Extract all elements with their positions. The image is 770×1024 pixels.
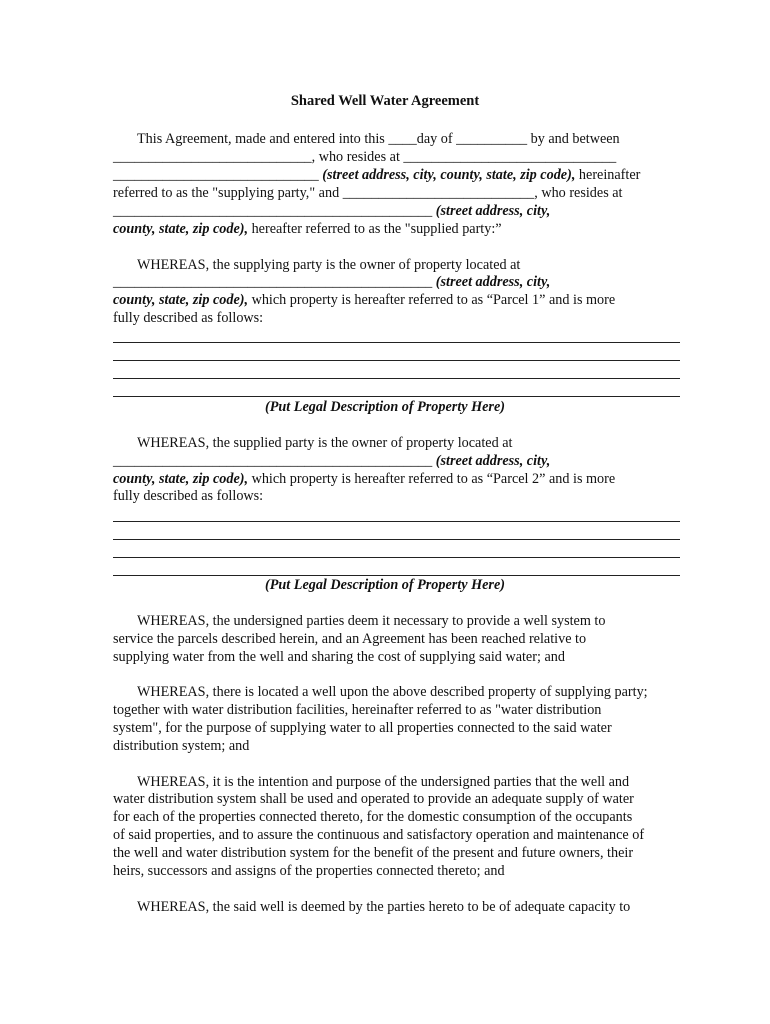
p1-line-6-tail: hereafter referred to as the "supplied party:”	[251, 221, 502, 237]
p1-line-5	[113, 202, 681, 220]
p1-county-label: county, state, zip code),	[113, 221, 249, 237]
p2-line-4: fully described as follows:	[113, 310, 264, 326]
document-title: Shared Well Water Agreement	[290, 93, 480, 109]
p5-line-4: distribution system; and	[113, 738, 250, 754]
p6-line-6: heirs, successors and assigns of the properties connected thereto; and	[113, 863, 505, 879]
p1-line-3	[113, 166, 681, 184]
p3-line-3	[113, 470, 681, 488]
p3-legal-rule-2	[113, 539, 680, 540]
p2-line-2	[113, 273, 681, 291]
p4-line-3: supplying water from the well and sharing the cost of supplying said water; and	[113, 649, 565, 665]
p4-line-2: service the parcels described herein, and an Agreement has been reached relative to	[113, 631, 587, 647]
p5-line-3: system", for the purpose of supplying water to all properties connected to the said water	[113, 720, 612, 736]
p6-line-1: WHEREAS, it is the intention and purpose of the undersigned parties that the well and	[137, 774, 630, 790]
p3-legal-rule-1	[113, 521, 680, 522]
p1-line-2: ____________________________, who resides at ______________________________	[113, 149, 617, 165]
p3-line-4: fully described as follows:	[113, 488, 264, 504]
p2-legal-rule-2	[113, 360, 680, 361]
p7-line-1: WHEREAS, the said well is deemed by the parties hereto to be of adequate capacity to	[137, 899, 631, 915]
p3-county-label: county, state, zip code),	[113, 471, 249, 487]
p2-line-3-tail: which property is hereafter referred to as “Parcel 1” and is more	[251, 292, 616, 308]
p3-line-1: WHEREAS, the supplied party is the owner of property located at	[137, 435, 513, 451]
p6-line-3: for each of the properties connected thereto, for the domestic consumption of the occupants	[113, 809, 633, 825]
p3-line-2-blank: _____________________________________________	[113, 453, 433, 469]
p6-line-2: water distribution system shall be used and operated to provide an adequate supply of water	[113, 791, 634, 807]
p3-legal-description-label: (Put Legal Description of Property Here)	[265, 577, 505, 593]
p3-address-label: (street address, city,	[435, 453, 551, 469]
p1-line-1: This Agreement, made and entered into this ____day of __________ by and between	[137, 131, 620, 147]
p2-address-label: (street address, city,	[435, 274, 551, 290]
p5-line-2: together with water distribution facilities, hereinafter referred to as "water distribution	[113, 702, 602, 718]
p3-legal-rule-3	[113, 557, 680, 558]
p2-line-2-blank: _____________________________________________	[113, 274, 433, 290]
p3-line-2	[113, 452, 681, 470]
p1-line-3-blank: _____________________________	[113, 167, 319, 183]
p2-line-3	[113, 291, 681, 309]
p6-line-5: the well and water distribution system for the benefit of the present and future owners, their	[113, 845, 634, 861]
p2-line-1: WHEREAS, the supplying party is the owner of property located at	[137, 257, 521, 273]
p1-address-label: (street address, city, county, state, zip code),	[322, 167, 576, 183]
p2-county-label: county, state, zip code),	[113, 292, 249, 308]
p3-line-3-tail: which property is hereafter referred to as “Parcel 2” and is more	[251, 471, 616, 487]
p6-line-4: of said properties, and to assure the continuous and satisfactory operation and maintenance of	[113, 827, 645, 843]
p1-line-6	[113, 220, 681, 238]
p2-legal-rule-4	[113, 396, 680, 397]
p2-legal-rule-3	[113, 378, 680, 379]
p1-line-3-tail: hereinafter	[578, 167, 641, 183]
p2-legal-description-label: (Put Legal Description of Property Here)	[265, 399, 505, 415]
p4-line-1: WHEREAS, the undersigned parties deem it necessary to provide a well system to	[137, 613, 606, 629]
p5-line-1: WHEREAS, there is located a well upon the above described property of supplying party;	[137, 684, 648, 700]
p1-address-label-2: (street address, city,	[435, 203, 551, 219]
p2-legal-rule-1	[113, 342, 680, 343]
p1-line-4: referred to as the "supplying party," and ___________________________, who resides at	[113, 185, 623, 201]
p1-line-5-blank: _____________________________________________	[113, 203, 433, 219]
